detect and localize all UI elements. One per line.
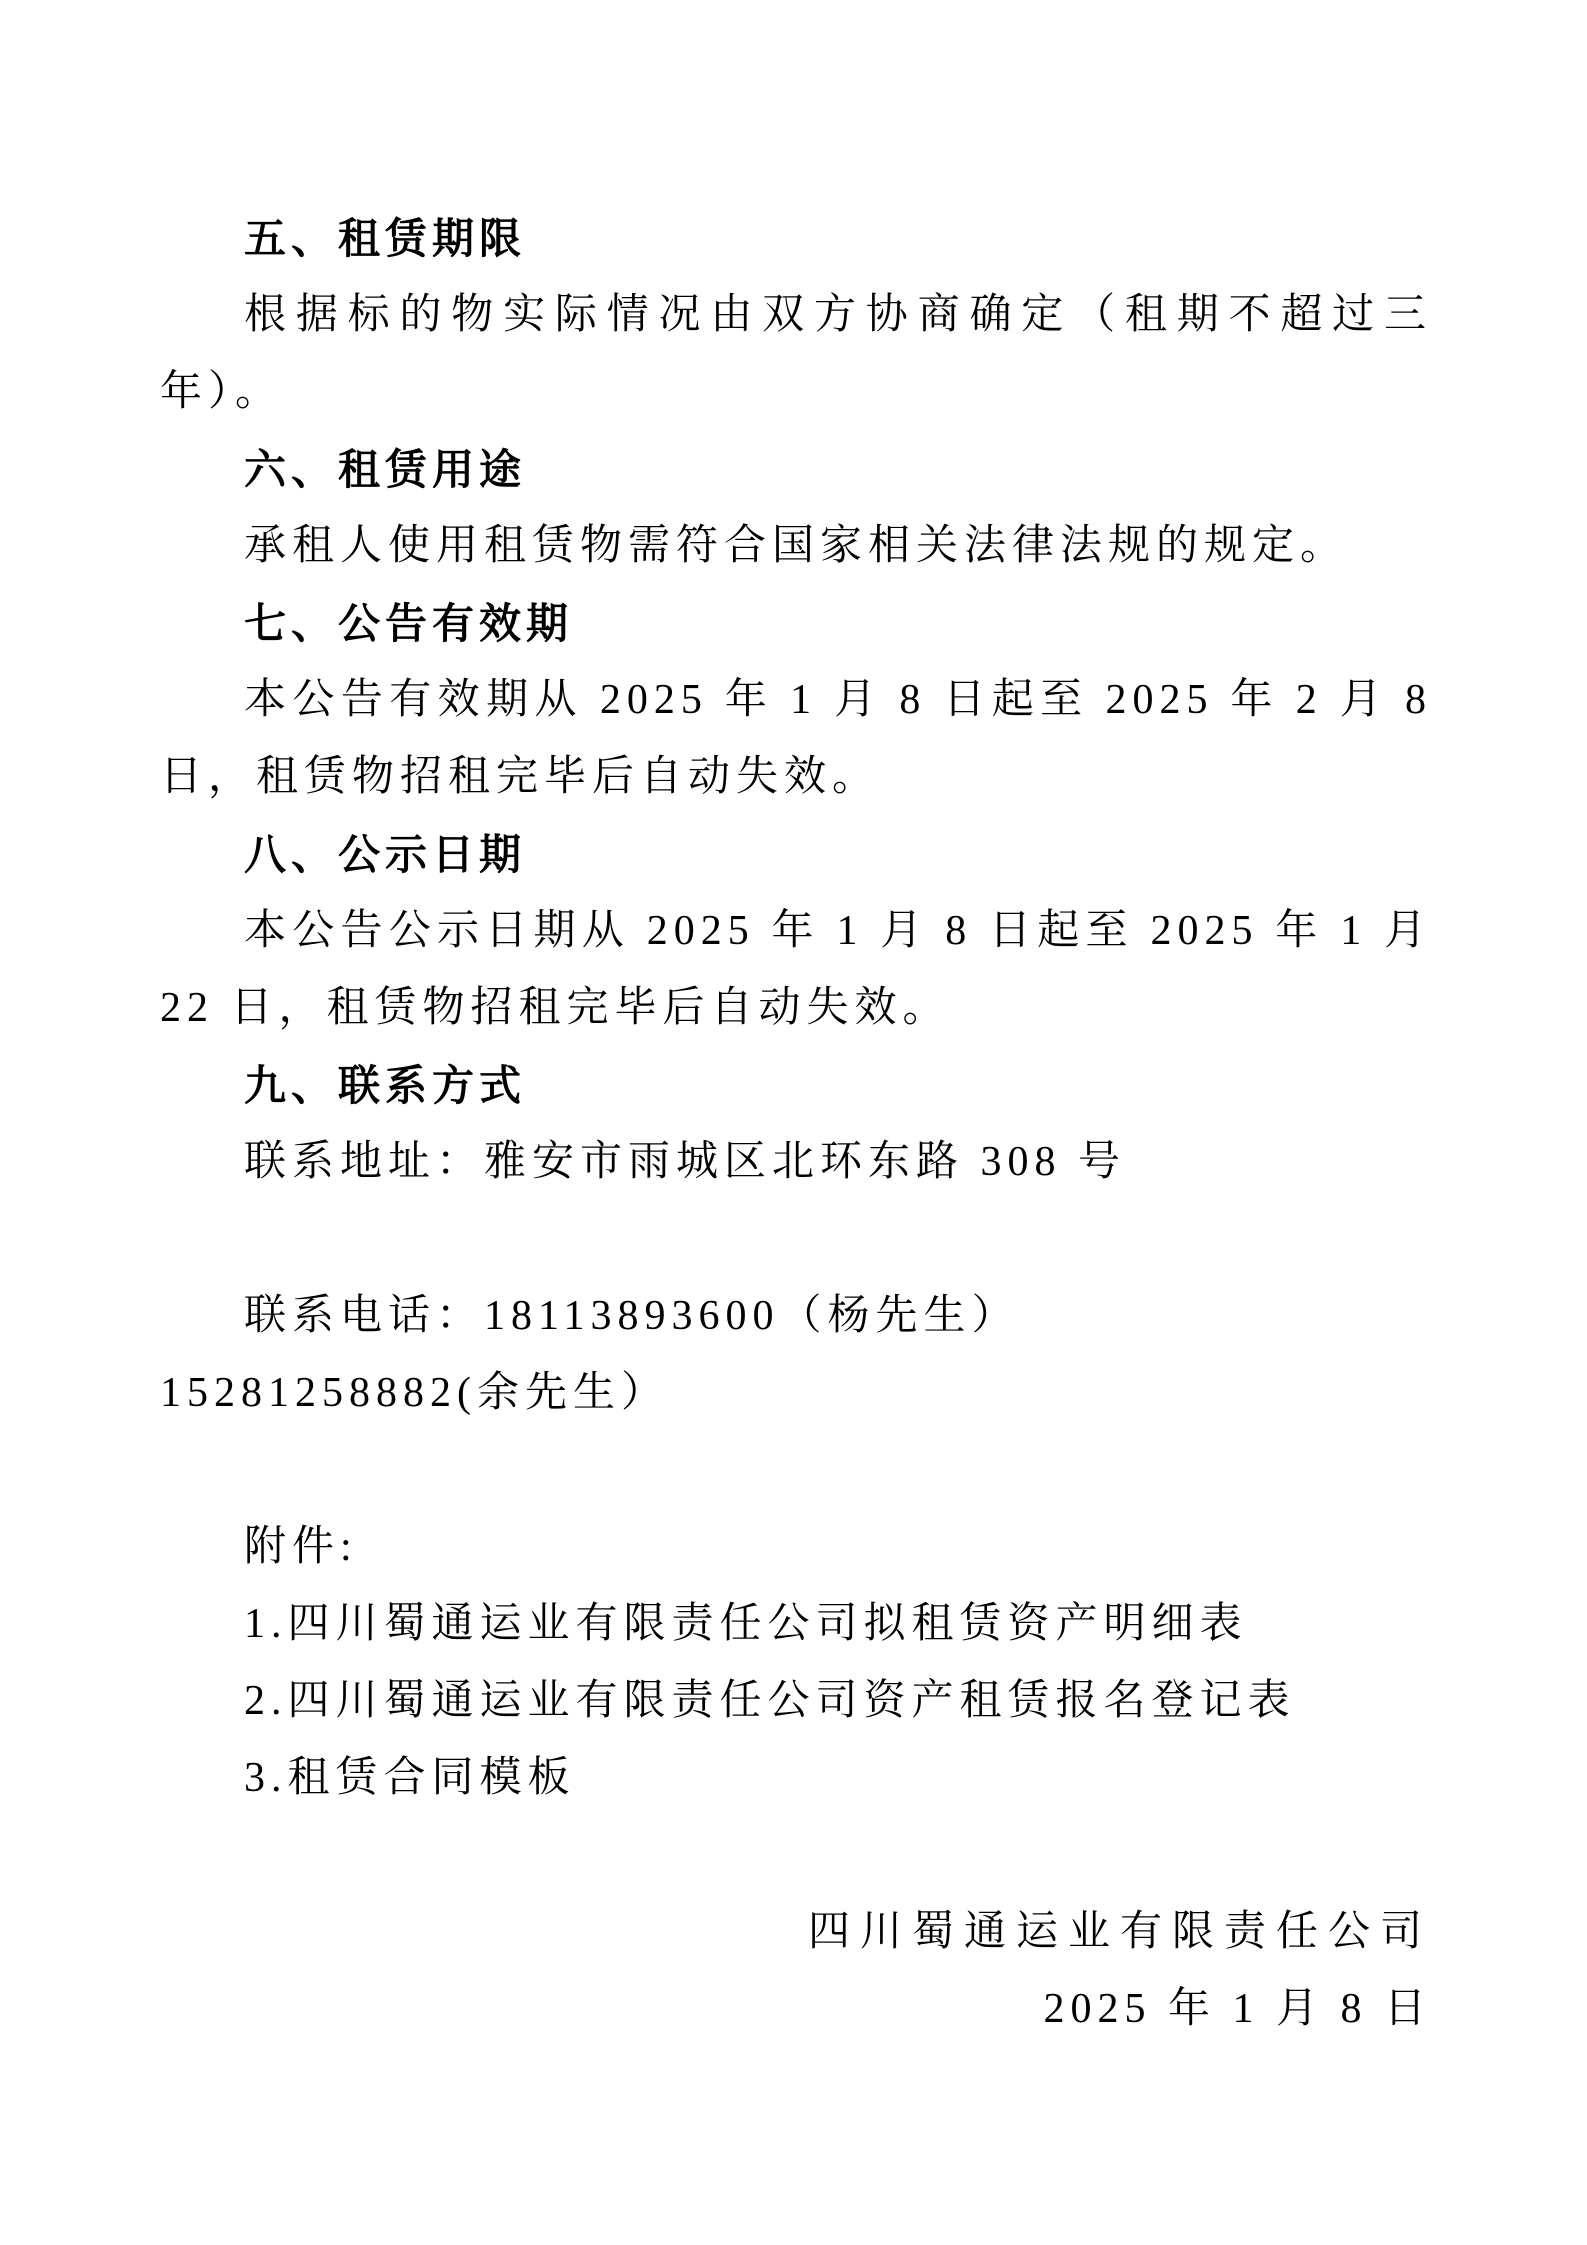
attachment-item-1: 1.四川蜀通运业有限责任公司拟租赁资产明细表 <box>244 1601 1248 1647</box>
section-heading-announcement-validity: 七、公告有效期 <box>244 600 574 647</box>
signature-company-name: 四川蜀通运业有限责任公司 <box>807 1909 1432 1955</box>
paragraph-lease-term: 根据标的物实际情况由双方协商确定（租期不超过三年）。 <box>160 292 1432 415</box>
paragraph-publicity-date: 本公告公示日期从 2025 年 1 月 8 日起至 2025 年 1 月 22 日，租赁物招租完毕后自动失效。 <box>160 908 1432 1031</box>
section-heading-lease-purpose: 六、租赁用途 <box>244 446 527 493</box>
blank-line <box>160 1201 1432 1278</box>
section-heading-contact-info: 九、联系方式 <box>244 1062 527 1109</box>
signature-date: 2025 年 1 月 8 日 <box>1043 1986 1432 2032</box>
document-content <box>160 200 1432 2048</box>
attachment-item-3: 3.租赁合同模板 <box>244 1755 576 1801</box>
paragraph-announcement-validity: 本公告有效期从 2025 年 1 月 8 日起至 2025 年 2 月 8 日，租赁物招租完毕后自动失效。 <box>160 677 1432 800</box>
attachments-label: 附件: <box>244 1524 358 1570</box>
contact-phone-line-2: 15281258882(余先生） <box>160 1370 669 1416</box>
contact-address-line: 联系地址：雅安市雨城区北环东路 308 号 <box>244 1139 1127 1185</box>
attachment-item-2: 2.四川蜀通运业有限责任公司资产租赁报名登记表 <box>244 1678 1296 1724</box>
blank-line <box>160 1817 1432 1894</box>
section-heading-publicity-date: 八、公示日期 <box>244 831 527 878</box>
paragraph-lease-purpose: 承租人使用租赁物需符合国家相关法律法规的规定。 <box>244 523 1349 569</box>
blank-line <box>160 1432 1432 1509</box>
section-heading-lease-term: 五、租赁期限 <box>244 215 527 262</box>
contact-phone-line-1: 联系电话：18113893600（杨先生） <box>244 1293 1020 1339</box>
